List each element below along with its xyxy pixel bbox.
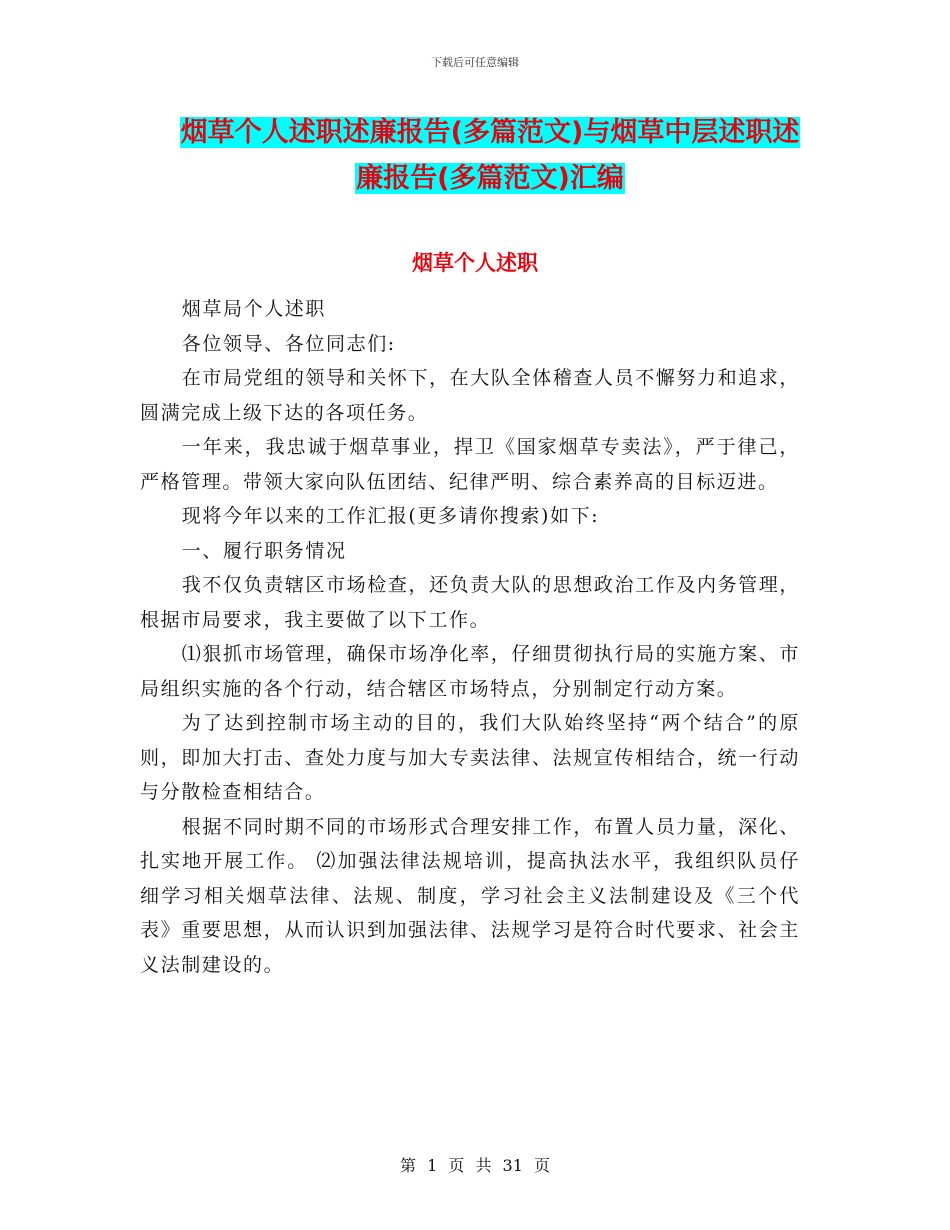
paragraph: 为了达到控制市场主动的目的，我们大队始终坚持“两个结合”的原则，即加大打击、查处力度与加大专卖法律、法规宣传相结合，统一行动与分散检查相结合。 xyxy=(140,712,800,803)
paragraph: 烟草局个人述职 xyxy=(181,298,326,320)
document-title xyxy=(140,110,840,202)
header-note: 下载后可任意编辑 xyxy=(431,56,519,69)
paragraph: 我不仅负责辖区市场检查，还负责大队的思想政治工作及内务管理，根据市局要求，我主要做了以下工作。 xyxy=(140,574,800,631)
page-footer: 第 1 页 共 31 页 xyxy=(400,1156,550,1175)
body-text xyxy=(140,292,800,982)
paragraph: 各位领导、各位同志们: xyxy=(181,332,396,355)
title-line-2: 廉报告(多篇范文)汇编 xyxy=(356,163,624,194)
paragraph: ⑴狠抓市场管理，确保市场净化率，仔细贯彻执行局的实施方案、市局组织实施的各个行动，结合辖区市场特点，分别制定行动方案。 xyxy=(140,643,800,700)
paragraph: 一、履行职务情况 xyxy=(181,539,347,562)
section-title: 烟草个人述职 xyxy=(412,251,538,275)
paragraph: 现将今年以来的工作汇报(更多请你搜索)如下: xyxy=(181,505,600,527)
title-line-1: 烟草个人述职述廉报告(多篇范文)与烟草中层述职述 xyxy=(180,117,800,148)
paragraph: 一年来，我忠诚于烟草事业，捍卫《国家烟草专卖法》，严于律己，严格管理。带领大家向队伍团结、纪律严明、综合素养高的目标迈进。 xyxy=(140,436,800,493)
paragraph: 在市局党组的领导和关怀下，在大队全体稽查人员不懈努力和追求，圆满完成上级下达的各项任务。 xyxy=(140,367,800,424)
paragraph: 根据不同时期不同的市场形式合理安排工作，布置人员力量，深化、扎实地开展工作。 ⑵加强法律法规培训，提高执法水平，我组织队员仔细学习相关烟草法律、法规、制度，学习社会主义法制建设及《三个代表》重要思想，从而认识到加强法律、法规学习是符合时代要求、社会主义法制建设的。 xyxy=(140,815,800,976)
